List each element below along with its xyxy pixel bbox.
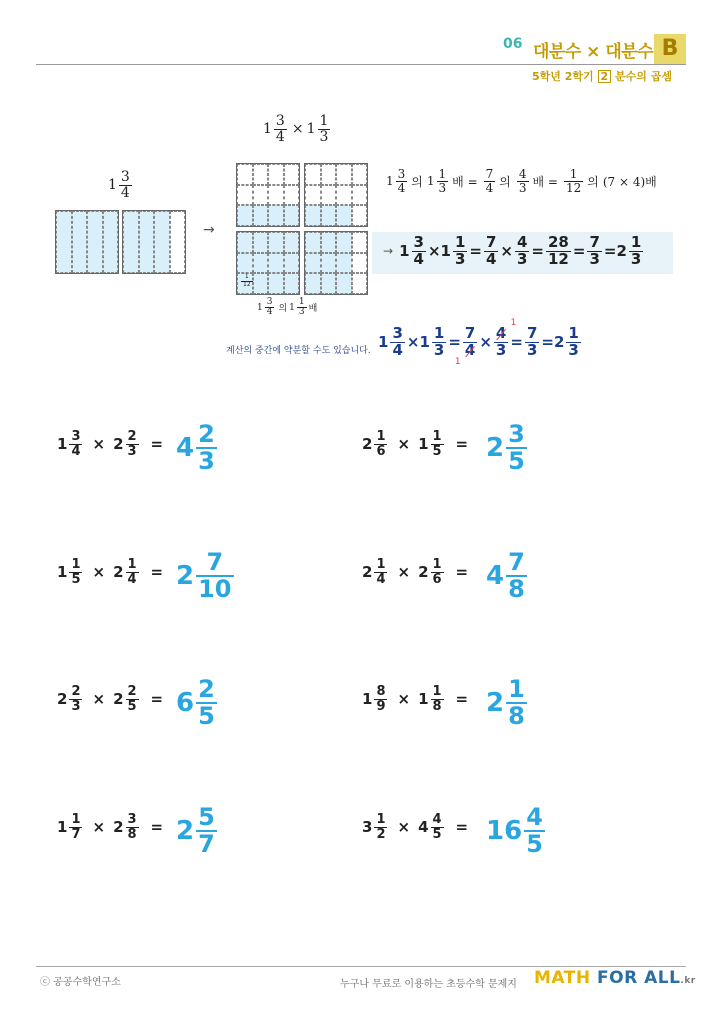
- footer-divider: [36, 966, 686, 967]
- level-badge: B: [654, 34, 686, 64]
- answer: 6 2 5: [176, 675, 215, 731]
- area-grid-bottom-left: [236, 231, 300, 295]
- problem-expression: 2 $\frac{1}{6}$ × 1 $\frac{1}{5}$ =: [362, 429, 469, 459]
- answer: 4 7 8: [486, 548, 525, 604]
- problem-expression: 3 $\frac{1}{2}$ × 4 $\frac{4}{5}$ =: [362, 812, 469, 842]
- worked-result: → 1 $\frac{3}{4}$ × 1 $\frac{1}{3}$ = $\frac{7}{4}$ × $\frac{4}{3}$ = $\frac{28}{12}$ = $\frac{7}{3}$ = 2 1 3: [383, 233, 642, 268]
- small-cell-label: 1 12: [243, 273, 251, 288]
- area-grid-top-left: [236, 163, 300, 227]
- whole-bar-2: [122, 210, 186, 274]
- answer: 4 2 3: [176, 420, 215, 476]
- left-fraction-label: 1 3 4: [108, 169, 130, 201]
- arrow-icon: →: [203, 222, 215, 238]
- grade-term: 5학년 2학기: [532, 70, 594, 83]
- cancelled-numerator: 4: [495, 324, 507, 342]
- area-grid-top-right: [304, 163, 368, 227]
- problem-expression: 1 $\frac{8}{9}$ × 1 $\frac{1}{8}$ =: [362, 684, 469, 714]
- cancel-mark-top: 1: [510, 318, 517, 328]
- answer: 2 5 7: [176, 803, 215, 859]
- page-title: 대분수 × 대분수: [533, 42, 654, 62]
- area-grid-bottom-right: [304, 231, 368, 295]
- chapter-title: 분수의 곱셈: [615, 70, 672, 83]
- answer: 2 7 10: [176, 548, 232, 604]
- footer-tagline: 누구나 무료로 이용하는 초등수학 문제지: [340, 979, 517, 990]
- whole-bar-1: [55, 210, 119, 274]
- problem-expression: 1 $\frac{3}{4}$ × 2 $\frac{2}{3}$ =: [57, 429, 164, 459]
- explanation-line: 1 3 4 의 1 1 3 배 = $\frac{7}{4}$ 의 4 3 배 = $\frac{1}{12}$ 의 (7 × 4)배: [386, 167, 657, 195]
- copyright: ⓒ 공공수학연구소: [40, 977, 121, 988]
- problem-expression: 2 $\frac{2}{3}$ × 2 $\frac{2}{5}$ =: [57, 684, 164, 714]
- cancelled-denominator: 4: [464, 340, 476, 359]
- answer: 2 3 5: [486, 420, 525, 476]
- diagram-caption: 1 3 4 의 1 1 3 배: [257, 297, 318, 318]
- brand-logo: MATH FOR ALL.kr: [534, 968, 696, 988]
- problem-expression: 1 $\frac{1}{5}$ × 2 $\frac{1}{4}$ =: [57, 557, 164, 587]
- subtitle: [532, 68, 672, 84]
- cancel-note: 계산의 중간에 약분할 수도 있습니다.: [226, 346, 371, 356]
- answer: 2 1 8: [486, 675, 525, 731]
- problem-expression: 1 $\frac{1}{7}$ × 2 $\frac{3}{8}$ =: [57, 812, 164, 842]
- answer: 16 4 5: [486, 803, 543, 859]
- diagram-top-expression: 1 $\frac{3}{4}$ × 1 1 3: [263, 113, 329, 145]
- chapter-number: 2: [598, 70, 612, 83]
- problem-expression: 2 $\frac{1}{4}$ × 2 $\frac{1}{6}$ =: [362, 557, 469, 587]
- unit-number: 06: [503, 36, 523, 52]
- cancel-mark-bottom: 1: [454, 356, 461, 367]
- header-divider: [36, 64, 686, 65]
- cancel-result: 1 $\frac{3}{4}$ × 1 $\frac{1}{3}$ = 7 4 1 × 4 3 1 = $\frac{7}{3}$ = 2 1 3: [378, 318, 579, 367]
